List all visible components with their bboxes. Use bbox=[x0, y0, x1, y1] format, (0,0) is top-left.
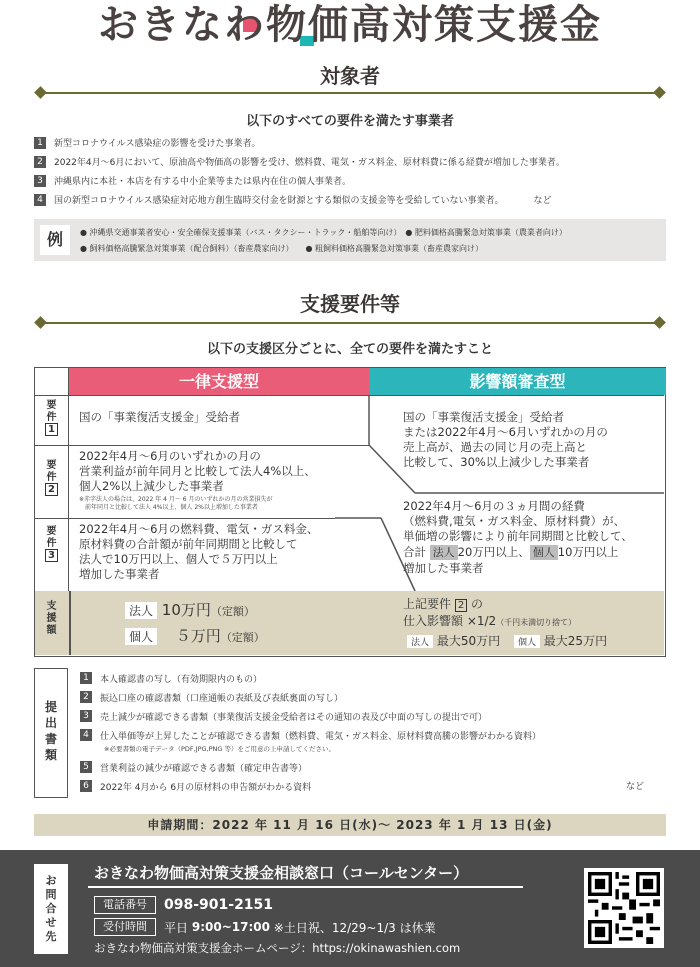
target-requirements-list bbox=[34, 133, 674, 209]
left-req1-text: 国の「事業復活支援金」受給者 bbox=[79, 410, 240, 424]
support-heading: 支援要件等 bbox=[300, 292, 400, 316]
contact-section bbox=[0, 850, 700, 967]
amount-side-border bbox=[69, 591, 71, 655]
item-number: 1 bbox=[34, 137, 46, 149]
item-number: 2 bbox=[34, 156, 46, 168]
individual-pill: 個人 bbox=[514, 635, 540, 648]
left-req2-text: 2022年4月～6月のいずれかの月の 営業利益が前年同月と比較して法人4%以上、 個人2%以上減少した事業者 bbox=[79, 449, 316, 493]
corporate-note: （定額） bbox=[210, 605, 255, 618]
amount-right-line3: 法人 最大50万円 個人 最大25万円 bbox=[407, 632, 607, 649]
list-item: 5 営業利益の減少が確認できる書類（確定申告書等） bbox=[80, 759, 307, 775]
item-text: 国の新型コロナウイルス感染症対応地方創生臨時交付金を財源とする類似の支援金等を受給していない事業者。 bbox=[54, 196, 504, 206]
column-header-uniform: 一律支援型 bbox=[69, 368, 369, 395]
list-item: 2 振込口座の確認書類（口座通帳の表紙及び表紙裏面の写し） bbox=[80, 689, 343, 705]
right-req23-end: 増加した事業者 bbox=[403, 561, 484, 575]
amount-right-line1: 上記要件 2 の bbox=[403, 597, 484, 611]
documents-note: ※必要書類の電子データ（PDF,JPG,PNG 等）をご用意の上申請してください。 bbox=[104, 745, 336, 753]
amount-label: 支 援 額 bbox=[46, 601, 57, 636]
left-req2-note: ※赤字法人の場合は、2022 年 4 月～ 6 月のいずれかの月の営業損失が 前年同月と比較して法人 4%以上、個人 2%以上増加した事業者 bbox=[79, 496, 273, 511]
example-box bbox=[34, 219, 666, 261]
divider-diamond-right bbox=[653, 316, 666, 329]
individual-note: （定額） bbox=[220, 631, 265, 644]
list-item: 1 本人確認書の写し（有効期限内のもの） bbox=[80, 670, 262, 686]
example-label: 例 bbox=[40, 225, 70, 255]
text-corp-amount: 20万円以上、 bbox=[457, 545, 530, 559]
contact-title: おきなわ物価高対策支援金相談窓口（コールセンター） bbox=[94, 864, 469, 882]
phone-number[interactable]: 098-901-2151 bbox=[164, 897, 274, 913]
individual-badge: 個人 bbox=[530, 545, 558, 560]
etc-label: など bbox=[626, 782, 645, 792]
text-ind-amount: 10万円以上 bbox=[557, 545, 619, 559]
etc-label: など bbox=[533, 196, 552, 206]
list-item: 3 売上減少が確認できる書類（事業復活支援金受給者はその通知の表及び中面の写しの提出で可） bbox=[80, 708, 487, 724]
example-line-2: ● 飼料価格高騰緊急対策事業（配合飼料）（畜産農家向け） ● 粗飼料価格高騰緊急対策事業（畜産農家向け） bbox=[80, 244, 484, 253]
left-req3-text: 2022年4月～6月の燃料費、電気・ガス料金、 原材料費の合計額が前年同期間と比較して 法人で10万円以上、個人で５万円以上 増加した事業者 bbox=[79, 522, 319, 581]
corporate-badge: 法人 bbox=[430, 545, 458, 560]
divider-diamond-left bbox=[34, 316, 47, 329]
support-table bbox=[34, 367, 666, 657]
amount-row bbox=[35, 591, 664, 655]
divider bbox=[40, 322, 660, 324]
hours-key: 受付時間 bbox=[94, 918, 156, 936]
documents-section bbox=[34, 668, 666, 798]
list-item bbox=[34, 133, 674, 152]
item-text: 沖縄県内に本社・本店を有する中小企業等または県内在住の個人事業者。 bbox=[54, 177, 352, 187]
right-req23-text: 2022年4月～6月の３ヵ月間の経費 （燃料費,電気・ガス料金、原材料費）が、 単価増の影響により前年同期間と比較して、 bbox=[403, 499, 633, 543]
item-number: 4 bbox=[34, 194, 46, 206]
documents-label-box bbox=[34, 668, 68, 798]
list-item: 4 仕入単価等が上昇したことが確認できる書類（燃料費、電気・ガス料金、原材料費高騰の影響がわかる資料） bbox=[80, 727, 541, 743]
page-title: おきなわ物価高対策支援金 bbox=[98, 2, 602, 48]
list-item bbox=[34, 190, 674, 209]
target-heading: 対象者 bbox=[320, 64, 380, 88]
corporate-amount: 10万円 bbox=[161, 601, 211, 619]
amount-left-ind bbox=[125, 625, 265, 646]
text-sum: 合計 bbox=[403, 545, 426, 559]
amount-right-line2: 仕入影響額 ×1/2（千円未満切り捨て） bbox=[403, 614, 577, 628]
phone-key: 電話番号 bbox=[94, 896, 156, 914]
contact-underline bbox=[88, 886, 523, 888]
corporate-pill: 法人 bbox=[125, 602, 157, 619]
individual-pill: 個人 bbox=[125, 628, 157, 645]
list-item bbox=[34, 171, 674, 190]
contact-label: お 問 合 せ 先 bbox=[34, 864, 68, 954]
contact-phone-row bbox=[94, 896, 273, 914]
application-period: 申請期間：2022 年 11 月 16 日(水)～ 2023 年 1 月 13 日(金) bbox=[34, 814, 666, 836]
individual-amount: ５万円 bbox=[175, 627, 221, 645]
item-number: 3 bbox=[34, 175, 46, 187]
item-text: 新型コロナウイルス感染症の影響を受けた事業者。 bbox=[54, 139, 261, 149]
qr-code-icon[interactable] bbox=[584, 868, 664, 948]
req3-label: 要 件 3 bbox=[46, 526, 57, 561]
right-req1-text: 国の「事業復活支援金」受給者 または2022年4月～6月いずれかの月の 売上高が、過去の同じ月の売上高と 比較して、30%以上減少した事業者 bbox=[403, 410, 608, 469]
right-req23-amount bbox=[403, 545, 618, 560]
example-line-1: ● 沖縄県交通事業者安心・安全確保支援事業（バス・タクシー・トラック・船舶等向け） ● 肥料価格高騰緊急対策事業（農業者向け） bbox=[80, 228, 567, 237]
contact-hours-row: 受付時間 平日 9:00~17:00 ※土日祝、12/29~1/3 は休業 bbox=[94, 918, 436, 936]
list-item bbox=[34, 152, 674, 171]
corporate-pill: 法人 bbox=[407, 635, 433, 648]
list-item: 6 2022年 4月から 6月の原材料の申告額がわかる資料 bbox=[80, 778, 311, 794]
item-text: 2022年4月～6月において、原油高や物価高の影響を受け、燃料費、電気・ガス料金、原材料費に係る経費が増加した事業者。 bbox=[54, 158, 565, 168]
target-subheading: 以下のすべての要件を満たす事業者 bbox=[246, 114, 454, 129]
homepage-link[interactable]: おきなわ物価高対策支援金ホームページ：https://okinawashien.com bbox=[94, 941, 461, 955]
divider bbox=[40, 92, 660, 94]
amount-left-corp bbox=[125, 599, 255, 620]
req1-label: 要 件 1 bbox=[46, 400, 57, 435]
req2-label: 要 件 2 bbox=[46, 460, 57, 495]
support-subheading: 以下の支援区分ごとに、全ての要件を満たすこと bbox=[206, 342, 493, 357]
documents-label: 提 出 書 類 bbox=[44, 700, 57, 762]
column-header-impact: 影響額審査型 bbox=[369, 368, 666, 395]
